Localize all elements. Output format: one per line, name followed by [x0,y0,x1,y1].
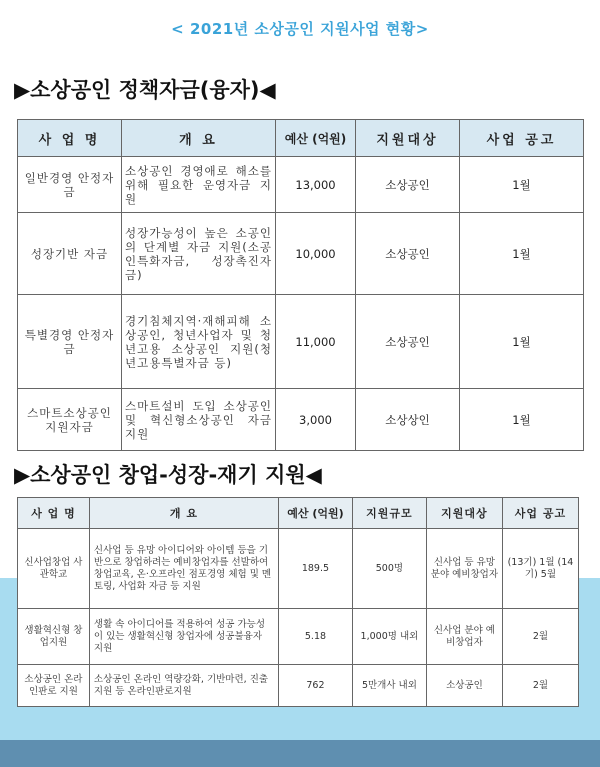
program-summary: 소상공인 경영애로 해소를 위해 필요한 운영자금 지원 [122,157,276,213]
column-header: 사 업 명 [18,498,90,529]
program-summary: 신사업 등 유망 아이디어와 아이템 등을 기반으로 창업하려는 예비창업자를 선발하여 창업교육, 온·오프라인 점포경영 체험 및 멘토링, 사업화 자금 등 지원 [89,529,278,609]
startup-support-table [17,497,579,707]
column-header: 지원규모 [352,498,426,529]
table-header-row [18,120,584,157]
program-budget: 189.5 [278,529,352,609]
table-row [18,157,584,213]
program-target: 소상공인 [356,295,460,389]
program-notice: 2월 [502,665,578,707]
program-summary: 소상공인 온라인 역량강화, 기반마련, 진출지원 등 온라인판로지원 [89,665,278,707]
table-row [18,609,579,665]
program-notice: 1월 [460,389,584,451]
program-scale: 5만개사 내외 [352,665,426,707]
page-title: < 2021년 소상공인 지원사업 현황> [171,20,429,38]
column-header: 사 업 명 [18,120,122,157]
program-notice: 1월 [460,213,584,295]
column-header: 예산 (억원) [278,498,352,529]
section-title-startup-support: ▶소상공인 창업-성장-재기 지원◀ [14,463,322,487]
program-budget: 10,000 [276,213,356,295]
column-header: 지원대상 [356,120,460,157]
table-row [18,529,579,609]
column-header: 개 요 [122,120,276,157]
table-row [18,213,584,295]
background-footer-band [0,740,600,767]
program-notice: 1월 [460,157,584,213]
column-header: 개 요 [89,498,278,529]
program-budget: 5.18 [278,609,352,665]
program-notice: 1월 [460,295,584,389]
column-header: 사업 공고 [502,498,578,529]
column-header: 사업 공고 [460,120,584,157]
program-target: 소상상인 [356,389,460,451]
policy-fund-table [17,119,584,451]
program-summary: 성장가능성이 높은 소공인의 단계별 자금 지원(소공인특화자금, 성장촉진자금) [122,213,276,295]
program-budget: 13,000 [276,157,356,213]
program-budget: 3,000 [276,389,356,451]
program-notice: 2월 [502,609,578,665]
program-name: 생활혁신형 창업지원 [18,609,90,665]
table-row [18,389,584,451]
program-summary: 스마트설비 도입 소상공인 및 혁신형소상공인 자금 지원 [122,389,276,451]
program-target: 신사업 등 유망 분야 예비창업자 [426,529,502,609]
program-budget: 762 [278,665,352,707]
program-target: 소상공인 [356,213,460,295]
program-name: 스마트소상공인 지원자금 [18,389,122,451]
program-name: 일반경영 안정자금 [18,157,122,213]
column-header: 지원대상 [426,498,502,529]
program-name: 소상공인 온라인판로 지원 [18,665,90,707]
program-name: 특별경영 안정자금 [18,295,122,389]
program-target: 소상공인 [356,157,460,213]
program-scale: 1,000명 내외 [352,609,426,665]
program-name: 신사업창업 사관학교 [18,529,90,609]
program-target: 소상공인 [426,665,502,707]
table-row [18,665,579,707]
program-target: 신사업 분야 예비창업자 [426,609,502,665]
table-row [18,295,584,389]
program-scale: 500명 [352,529,426,609]
program-notice: (13기) 1월 (14기) 5월 [502,529,578,609]
program-name: 성장기반 자금 [18,213,122,295]
program-budget: 11,000 [276,295,356,389]
table-header-row [18,498,579,529]
column-header: 예산 (억원) [276,120,356,157]
section-title-policy-fund: ▶소상공인 정책자금(융자)◀ [14,78,276,102]
program-summary: 생활 속 아이디어를 적용하여 성공 가능성이 있는 생활혁신형 창업자에 성공불융자 지원 [89,609,278,665]
program-summary: 경기침체지역·재해피해 소상공인, 청년사업자 및 청년고용 소상공인 지원(청년고용특별자금 등) [122,295,276,389]
